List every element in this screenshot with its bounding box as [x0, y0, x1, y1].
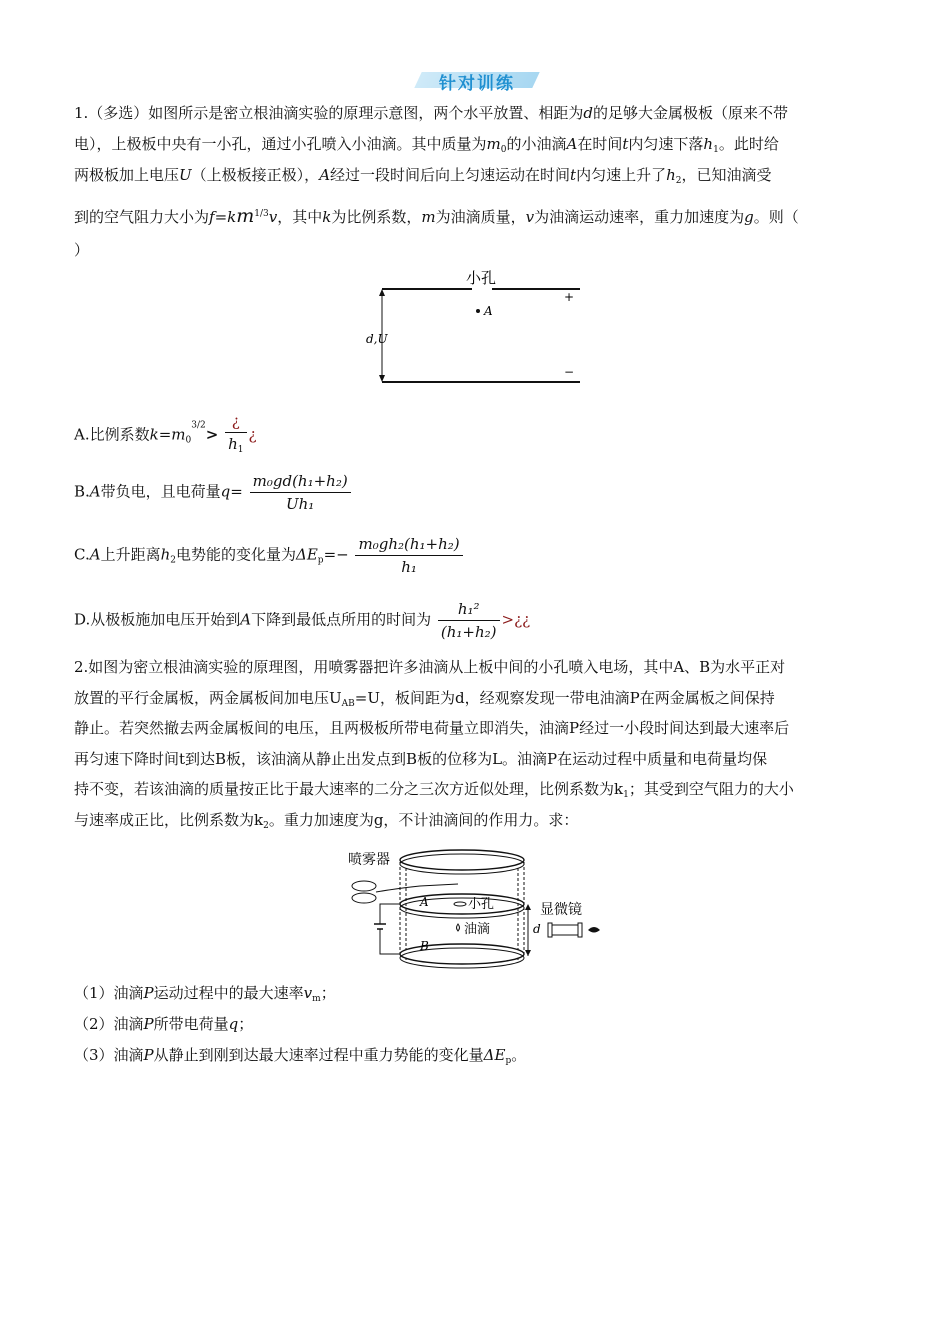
eye-icon [588, 927, 600, 933]
option-b-fraction: $\frac{\text{m₀gd(h₁+h₂)}}{\text{Uh₁}}$ [250, 470, 351, 515]
q1-line-2: 电），上极板中央有一小孔，通过小孔喷入小油滴。其中质量为$m_0$的小油滴A在时间t内匀速下落$h_1$。此时给 [74, 135, 779, 155]
arrow-down-head [379, 375, 385, 382]
q2-line-2: 放置的平行金属板，两金属板间加电压$U_{AB}=U$，板间距为d，经观察发现一带电油滴P在两金属板之间保持 [74, 689, 775, 709]
small-hole [454, 902, 466, 906]
microscope-eyepiece [578, 923, 582, 937]
sub-question-1: （1）油滴P运动过程中的最大速率$v_m$； [74, 984, 336, 1004]
q1-line-4: 到的空气阻力大小为$f=km^{1/3}v$，其中k为比例系数，m为油滴质量，v为油滴运动速率，重力加速度为g。则（ [74, 205, 799, 227]
sub-question-2: （2）油滴P所带电荷量q； [74, 1015, 254, 1033]
microscope-label: 显微镜 [540, 902, 582, 918]
plate-a-label: A [420, 895, 429, 909]
d-arrow-up [525, 904, 531, 910]
d-label: d [533, 922, 541, 936]
q2-figure [340, 838, 620, 973]
microscope-lens [548, 923, 552, 937]
q2-line-6: 与速率成正比，比例系数为$k_2$。重力加速度为g，不计油滴间的作用力。求： [74, 811, 579, 831]
upper-plate-top [400, 850, 524, 870]
option-c: C.A上升距离$h_2$电势能的变化量为$\Delta E_p=-$ $\frac{\text{m₀gh₂(h₁+h₂)}}{\text{h₁}}$ [74, 533, 465, 578]
sprayer-tube [376, 884, 458, 892]
option-a-fraction: $\frac{¿}{h_1}$ [225, 410, 246, 461]
plus-sign: + [564, 290, 575, 304]
section-title: 针对训练 [439, 74, 515, 94]
wire-bottom [380, 929, 400, 954]
sprayer-blade-bottom [352, 893, 376, 903]
minus-sign: − [564, 365, 575, 379]
q1-line-1: 1.（多选）如图所示是密立根油滴实验的原理示意图，两个水平放置、相距为d的足够大金属极板（原来不带 [74, 104, 788, 122]
option-c-fraction: $\frac{\text{m₀gh₂(h₁+h₂)}}{\text{h₁}}$ [355, 533, 462, 578]
dU-label: d,U [366, 332, 388, 346]
option-a: A.比例系数$k=m_0^{3/2}>$ $\frac{¿}{h_1}$ ¿ [74, 410, 257, 461]
oil-drop [457, 924, 460, 931]
hole-label: 小孔 [468, 897, 495, 912]
oil-drop-dot [476, 309, 480, 313]
arrow-up-head [379, 289, 385, 296]
q1-figure [360, 265, 600, 390]
wire-top [380, 904, 400, 924]
q2-line-3: 静止。若突然撤去两金属板间的电压，且两极板所带电荷量立即消失，油滴P经过一小段时间达到最大速率后 [74, 719, 790, 737]
option-d: D.从极板施加电压开始到A下降到最低点所用的时间为 $\frac{\text{h₁²}}{\text{(h₁+h₂)}}$ >¿¿ [74, 600, 531, 641]
microscope-body [550, 925, 580, 935]
sub-question-3: （3）油滴P从静止到刚到达最大速率过程中重力势能的变化量$\Delta E_p$。 [74, 1046, 527, 1066]
q1-line-5: ） [74, 241, 90, 259]
d-arrow-down [525, 950, 531, 956]
section-banner [418, 68, 536, 92]
plate-b-label: B [420, 939, 429, 953]
hole-label: 小孔 [466, 269, 497, 287]
plate-b [400, 944, 524, 964]
sprayer-blade-top [352, 881, 376, 891]
sprayer-label: 喷雾器 [348, 852, 390, 868]
oil-drop-label: 油滴 [464, 922, 491, 937]
option-d-fraction: $\frac{\text{h₁²}}{\text{(h₁+h₂)}}$ [438, 598, 500, 643]
option-b: B.A带负电，且电荷量q= $\frac{\text{m₀gd(h₁+h₂)}}{\text{Uh₁}}$ [74, 470, 353, 515]
drop-label: A [484, 304, 493, 318]
q1-line-3: 两极板加上电压U（上极板接正极），A经过一段时间后向上匀速运动在时间t内匀速上升了$h_2$，已知油滴受 [74, 166, 772, 186]
q2-line-1: 2.如图为密立根油滴实验的原理图，用喷雾器把许多油滴从上板中间的小孔喷入电场，其中A、B为水平正对 [74, 658, 786, 676]
q2-line-4: 再匀速下降时间t到达B板，该油滴从静止出发点到B板的位移为L。油滴P在运动过程中质量和电荷量均保 [74, 750, 768, 768]
q2-line-5: 持不变，若该油滴的质量按正比于最大速率的二分之三次方近似处理，比例系数为$k_1$；其受到空气阻力的大小 [74, 780, 794, 800]
